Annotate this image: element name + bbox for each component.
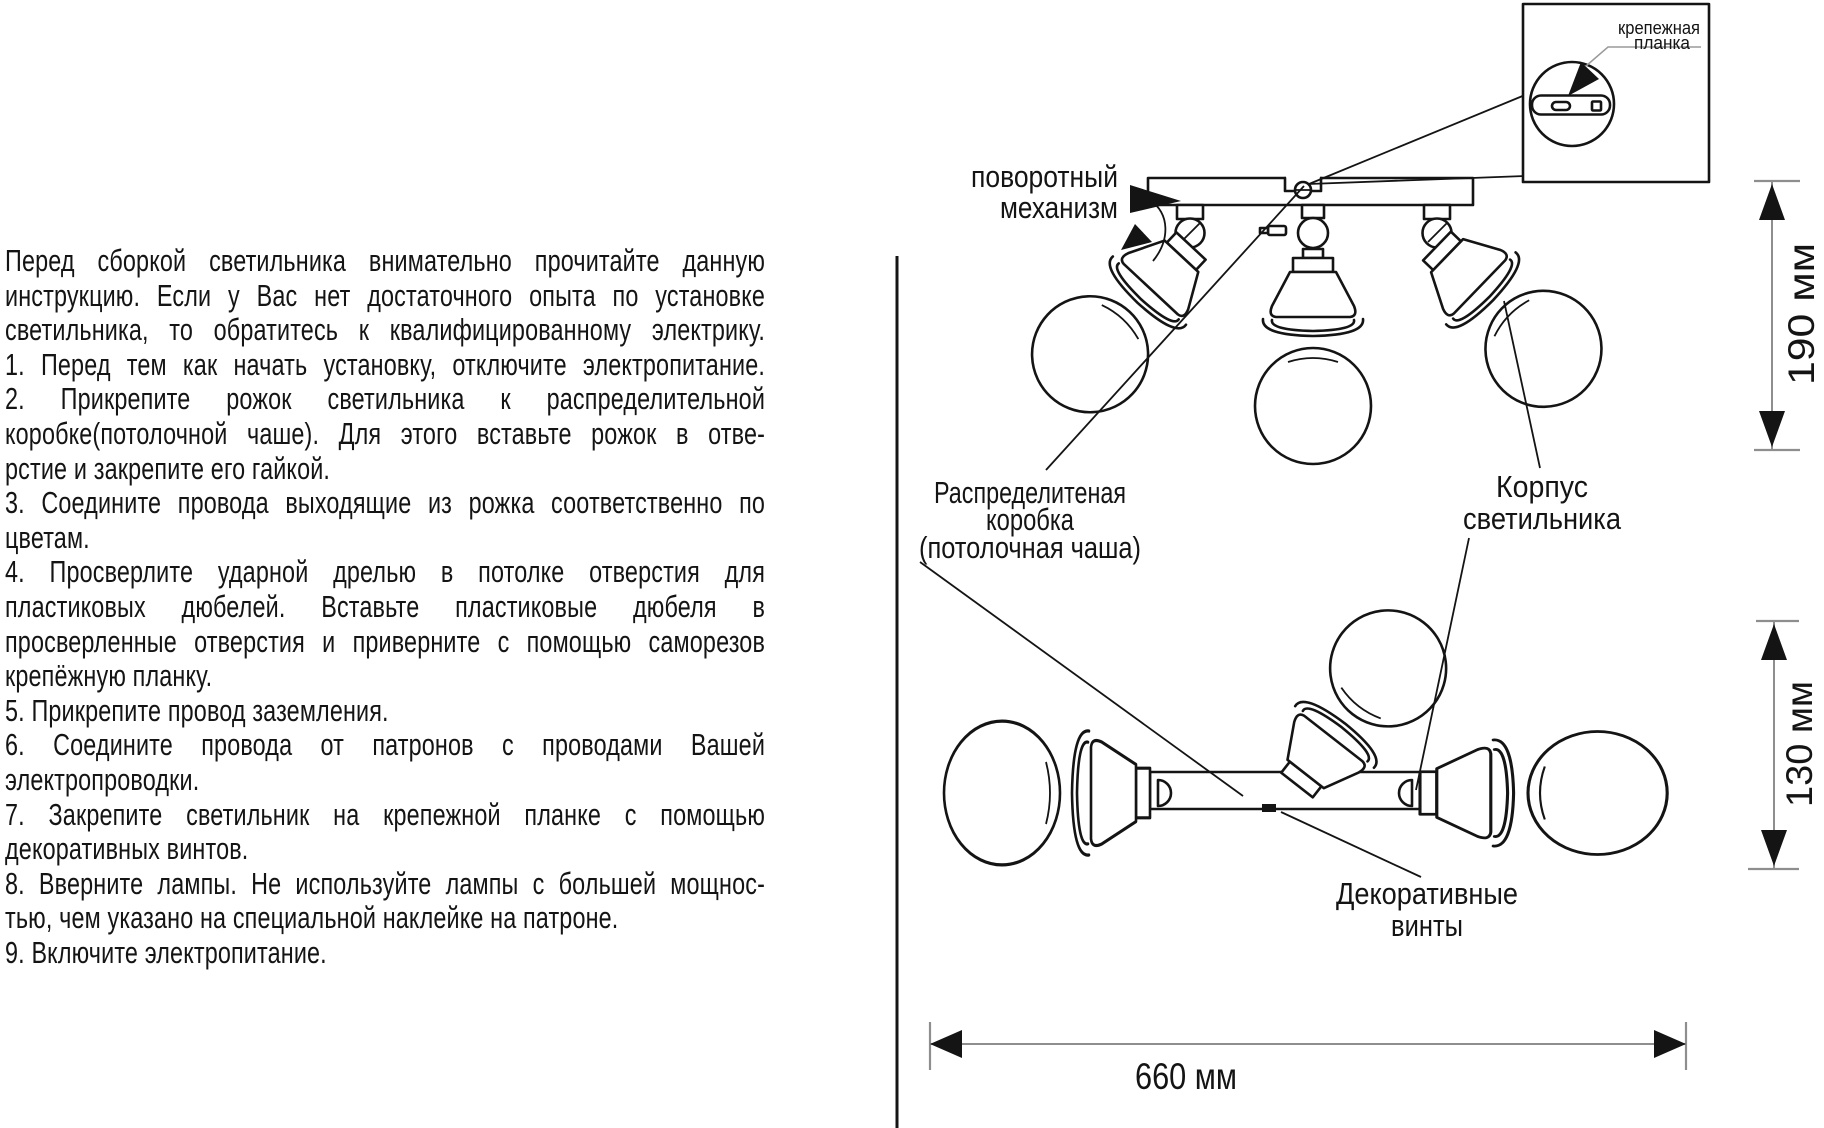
instruction-line: коробке(потолочной чаше). Для этого вставьте рожок в отве-	[5, 415, 766, 451]
dimension-depth-130	[1748, 621, 1820, 869]
dim-arrow-up-icon	[1759, 184, 1785, 220]
dimension-depth-label: 130 мм	[1779, 684, 1820, 807]
lamp-left-top-view	[944, 721, 1150, 865]
dim-arrow-right-icon	[1654, 1030, 1686, 1058]
instruction-line: тью, чем указано на специальной наклейке на патроне.	[5, 900, 619, 936]
label-lamp-body-line1: Корпус	[1496, 469, 1588, 504]
instruction-line: 5. Прикрепите провод заземления.	[5, 692, 389, 728]
instruction-line: 3. Соедините провода выходящие из рожка соответственно по	[5, 485, 766, 521]
label-distribution-box-line3: (потолочная чаша)	[919, 530, 1141, 565]
label-mounting-plate-line1: крепежная	[1618, 18, 1700, 38]
instruction-line: электропроводки.	[5, 761, 200, 797]
dim-arrow-up-icon	[1761, 624, 1787, 660]
instruction-line: 9. Включите электропитание.	[5, 934, 327, 970]
instruction-line: просверленные отверстия и приверните с помощью саморезов	[5, 623, 766, 659]
label-decorative-screws-line2: винты	[1391, 908, 1463, 943]
lamp-middle-side-view	[1255, 258, 1371, 464]
dim-arrow-down-icon	[1759, 411, 1785, 447]
dimension-height-190	[1754, 181, 1822, 450]
instruction-line: 6. Соедините провода от патронов с проводами Вашей	[5, 727, 766, 763]
label-lamp-body-line2: светильника	[1463, 501, 1622, 536]
ball-joint	[1298, 218, 1328, 248]
label-distribution-box-line2: коробка	[986, 502, 1075, 537]
instruction-line: пластиковых дюбелей. Вставьте пластиковые дюбеля в	[5, 588, 766, 624]
swivel-tab-right	[1424, 205, 1450, 219]
dimension-height-label: 190 мм	[1781, 262, 1822, 385]
plate-slot	[1552, 102, 1570, 110]
lamp-right-top-view	[1420, 732, 1667, 855]
instruction-line: 1. Перед тем как начать установку, отключите электропитание.	[5, 346, 766, 382]
dim-arrow-down-icon	[1761, 830, 1787, 866]
dimension-width-label: 660 мм	[1135, 1056, 1237, 1097]
dim-arrow-left-icon	[930, 1030, 962, 1058]
instruction-line: рстие и закрепите его гайкой.	[5, 450, 331, 486]
dimension-width-660	[930, 1022, 1686, 1097]
label-distribution-box-line1: Распределитеная	[934, 475, 1126, 510]
instruction-line: крепёжную планку.	[5, 658, 213, 694]
mounting-plate-inset	[1309, 4, 1709, 184]
label-decorative-screws-line1: Декоративные	[1336, 876, 1518, 911]
decorative-screw	[1262, 804, 1276, 812]
instruction-line: Перед сборкой светильника внимательно прочитайте данную	[5, 243, 766, 278]
instruction-line: цветам.	[5, 519, 90, 555]
centre-stem	[1302, 205, 1324, 218]
swivel-tab-left	[1177, 205, 1203, 219]
instruction-line: декоративных винтов.	[5, 831, 249, 867]
instruction-line: 2. Прикрепите рожок светильника к распределительной	[5, 381, 766, 417]
bar-top-view	[1150, 772, 1420, 809]
plate-hole	[1592, 102, 1601, 111]
instruction-line: 8. Вверните лампы. Не используйте лампы с большей мощнос-	[5, 865, 766, 901]
instruction-line: 4. Просверлите ударной дрелью в потолке отверстия для	[5, 554, 766, 590]
label-rotary-mechanism-line1: поворотный	[971, 159, 1118, 194]
instruction-line: 7. Закрепите светильник на крепежной планке с помощью	[5, 796, 766, 832]
terminal-pin	[1268, 226, 1286, 235]
instruction-line: светильника, то обратитесь к квалифицированному электрику.	[5, 312, 766, 348]
instruction-line: инструкцию. Если у Вас нет достаточного опыта по установке	[5, 277, 766, 313]
label-mounting-plate-line2: планка	[1634, 33, 1691, 53]
label-rotary-mechanism-line2: механизм	[1000, 190, 1118, 225]
